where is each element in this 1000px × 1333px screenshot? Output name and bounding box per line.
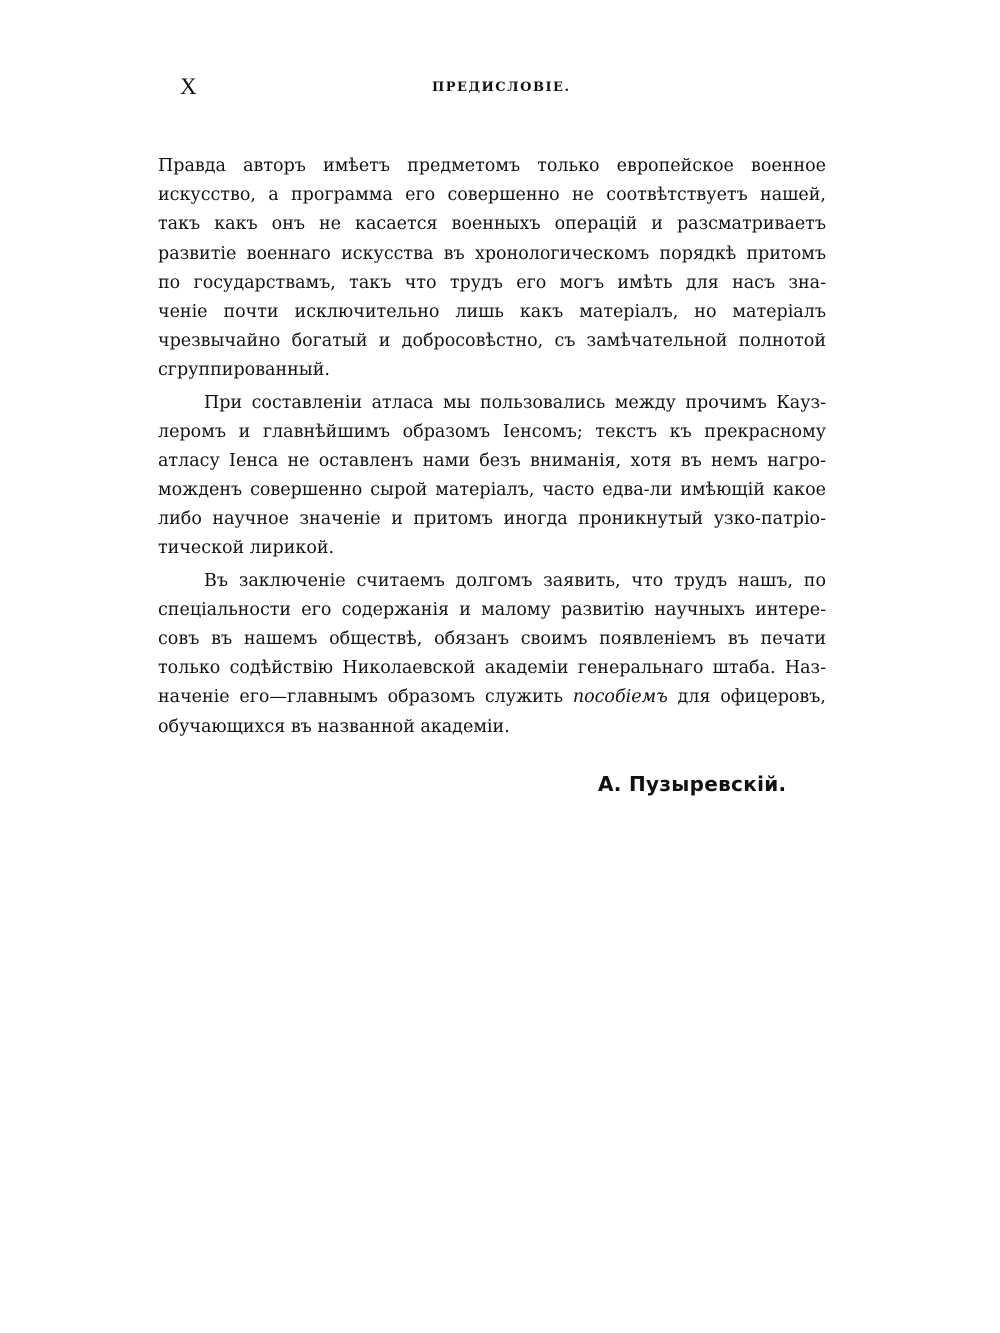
text-line: по государствамъ, такъ что трудъ его могъ имѣть для насъ зна- [158,272,826,293]
text-line [158,683,826,712]
text-line: обучающихся въ названной академіи. [158,716,510,737]
text-line: сгруппированный. [158,360,330,381]
italic-word: пособіемъ [572,687,668,708]
text-line: либо научное значеніе и притомъ иногда проникнутый узко-патріо- [158,509,826,530]
running-title: ПРЕДИСЛОВІЕ. [432,80,571,95]
text-line: Правда авторъ имѣетъ предметомъ только европейское военное [158,156,826,176]
text-line: атласу Іенса не оставленъ нами безъ вниманія, хотя въ немъ нагро- [158,450,826,471]
body-text [158,152,826,742]
text-line: чрезвычайно богатый и добросовѣстно, съ замѣчательной полнотой [158,331,826,352]
text-line: Въ заключеніе считаемъ долгомъ заявить, что трудъ нашъ, по [204,570,826,591]
text-line: можденъ совершенно сырой матеріалъ, часто едва-ли имѣющій какое [158,480,826,501]
text-line: При составленіи атласа мы пользовались между прочимъ Кауз- [204,392,826,413]
text-segment: наченіе его—главнымъ образомъ служить [158,687,564,708]
text-segment: для офицеровъ, [677,687,826,708]
text-line: спеціальности его содержанія и малому развитію научныхъ интере- [158,599,826,620]
text-line: развитіе военнаго искусства въ хронологическомъ порядкѣ притомъ [158,243,826,264]
text-line: искусство, а программа его совершенно не соотвѣтствуетъ нашей, [158,185,826,206]
page-number: X [180,74,198,99]
text-line: ченіе почти исключительно лишь какъ матеріалъ, но матеріалъ [158,301,826,322]
text-line: тической лирикой. [158,538,335,559]
text-line: леромъ и главнѣйшимъ образомъ Іенсомъ; текстъ къ прекрасному [158,421,826,442]
text-line: совъ въ нашемъ обществѣ, обязанъ своимъ появленіемъ въ печати [158,629,826,649]
text-line: такъ какъ онъ не касается военныхъ операцій и разсматриваетъ [158,214,826,235]
author-signature: А. Пузыревскій. [598,772,787,796]
text-line: только содѣйствію Николаевской академіи генеральнаго штаба. Наз- [158,658,826,679]
